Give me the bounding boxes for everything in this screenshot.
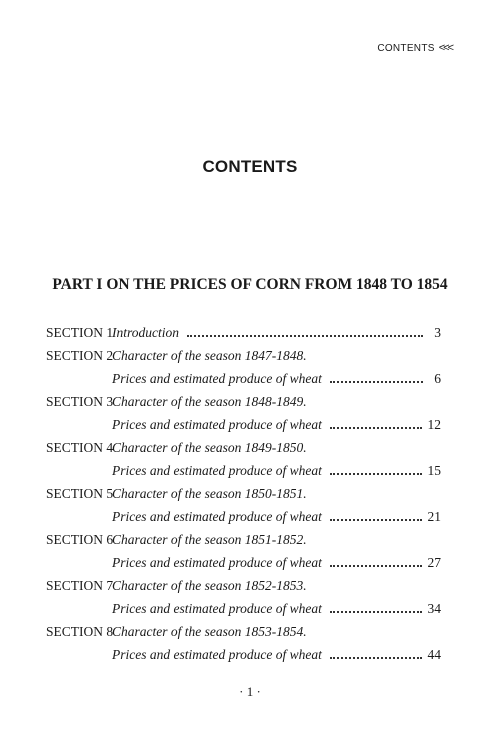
toc-entry-section-8[interactable] bbox=[46, 617, 441, 640]
toc-subentry-section-5[interactable] bbox=[46, 502, 441, 525]
section-label: SECTION 4 bbox=[46, 440, 114, 455]
toc-entry-section-4[interactable] bbox=[46, 433, 441, 456]
page-number: 27 bbox=[427, 555, 441, 570]
section-label: SECTION 6 bbox=[46, 532, 114, 547]
section-title: Introduction bbox=[112, 325, 179, 340]
toc-entry-section-3[interactable] bbox=[46, 387, 441, 410]
section-title: Character of the season 1852-1853. bbox=[112, 578, 307, 593]
subentry-title: Prices and estimated produce of wheat bbox=[112, 371, 322, 386]
part-heading: PART I ON THE PRICES OF CORN FROM 1848 TO 1854 bbox=[52, 276, 448, 293]
toc-entry-section-1[interactable] bbox=[46, 318, 441, 341]
section-title: Character of the season 1848-1849. bbox=[112, 394, 307, 409]
dot-leader bbox=[187, 335, 423, 337]
toc-subentry-section-7[interactable] bbox=[46, 594, 441, 617]
toc-subentry-section-8[interactable] bbox=[46, 640, 441, 663]
section-title: Character of the season 1849-1850. bbox=[112, 440, 307, 455]
section-title: Character of the season 1851-1852. bbox=[112, 532, 307, 547]
section-title: Character of the season 1847-1848. bbox=[112, 348, 307, 363]
toc-entry-section-6[interactable] bbox=[46, 525, 441, 548]
dot-leader bbox=[330, 611, 422, 613]
toc-subentry-section-2[interactable] bbox=[46, 364, 441, 387]
dot-leader bbox=[330, 381, 423, 383]
dot-leader bbox=[330, 519, 422, 521]
page-title: CONTENTS bbox=[202, 157, 298, 176]
toc-subentry-section-4[interactable] bbox=[46, 456, 441, 479]
page-number: 34 bbox=[427, 601, 441, 616]
page-number: 12 bbox=[427, 417, 441, 432]
toc-subentry-section-6[interactable] bbox=[46, 548, 441, 571]
subentry-title: Prices and estimated produce of wheat bbox=[112, 463, 322, 478]
subentry-title: Prices and estimated produce of wheat bbox=[112, 417, 322, 432]
toc-entry-section-2[interactable] bbox=[46, 341, 441, 364]
section-label: SECTION 5 bbox=[46, 486, 114, 501]
subentry-title: Prices and estimated produce of wheat bbox=[112, 555, 322, 570]
page-folio: · 1 · bbox=[239, 684, 261, 699]
section-label: SECTION 1 bbox=[46, 325, 114, 340]
double-chevron-left-icon: <<< bbox=[438, 42, 452, 54]
toc-subentry-section-3[interactable] bbox=[46, 410, 441, 433]
running-head bbox=[377, 42, 452, 54]
dot-leader bbox=[330, 427, 422, 429]
running-head-text: CONTENTS bbox=[377, 43, 435, 54]
page-number: 3 bbox=[434, 325, 441, 340]
dot-leader bbox=[330, 657, 422, 659]
subentry-title: Prices and estimated produce of wheat bbox=[112, 647, 322, 662]
dot-leader bbox=[330, 473, 422, 475]
subentry-title: Prices and estimated produce of wheat bbox=[112, 601, 322, 616]
section-label: SECTION 3 bbox=[46, 394, 114, 409]
section-label: SECTION 8 bbox=[46, 624, 114, 639]
page-number: 15 bbox=[427, 463, 441, 478]
dot-leader bbox=[330, 565, 422, 567]
page-number: 44 bbox=[427, 647, 441, 662]
section-title: Character of the season 1853-1854. bbox=[112, 624, 307, 639]
subentry-title: Prices and estimated produce of wheat bbox=[112, 509, 322, 524]
table-of-contents bbox=[46, 318, 441, 663]
section-label: SECTION 7 bbox=[46, 578, 114, 593]
section-title: Character of the season 1850-1851. bbox=[112, 486, 307, 501]
toc-entry-section-5[interactable] bbox=[46, 479, 441, 502]
page-number: 6 bbox=[434, 371, 441, 386]
toc-entry-section-7[interactable] bbox=[46, 571, 441, 594]
section-label: SECTION 2 bbox=[46, 348, 114, 363]
page-number: 21 bbox=[427, 509, 441, 524]
